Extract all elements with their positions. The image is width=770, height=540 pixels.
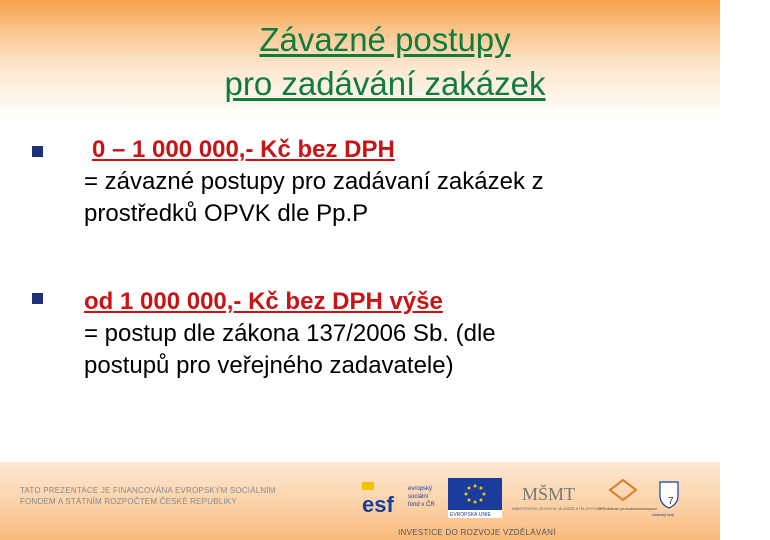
investment-slogan: INVESTICE DO ROZVOJE VZDĚLÁVÁNÍ	[398, 528, 556, 537]
list-item	[84, 286, 704, 382]
footer-line: FONDEM A STÁTNÍM ROZPOČTEM ČESKÉ REPUBLIKY	[20, 497, 237, 506]
item-head: od 1 000 000,- Kč bez DPH výše	[84, 288, 443, 315]
list-item	[92, 134, 712, 166]
page-number: 7	[668, 496, 674, 507]
item-line: postupů pro veřejného zadavatele)	[84, 352, 454, 379]
svg-text:evropský: evropský	[408, 486, 433, 492]
svg-text:fond v ČR: fond v ČR	[408, 502, 435, 508]
footer-line: TATO PREZENTACE JE FINANCOVÁNA EVROPSKÝM SOCIÁLNÍM	[20, 486, 276, 495]
item-line: prostředků OPVK dle Pp.P	[84, 200, 369, 227]
item-head: 0 – 1 000 000,- Kč bez DPH	[92, 136, 395, 163]
title-line-2: pro zadávání zakázek	[224, 65, 546, 102]
list-item-body	[84, 166, 704, 230]
bullet-icon	[32, 146, 43, 157]
svg-text:OP Vzdělávání pro konkurencesc: OP Vzdělávání pro konkurenceschopnost	[598, 507, 657, 511]
item-line: = závazné postupy pro zadávaní zakázek z	[84, 168, 544, 195]
opvk-logo-icon	[598, 478, 657, 518]
title-line-1: Závazné postupy	[259, 21, 511, 58]
eu-flag-icon	[448, 478, 502, 518]
logo-strip	[360, 478, 690, 522]
svg-text:sociální: sociální	[408, 494, 429, 500]
bullet-icon	[32, 293, 43, 304]
footer-funding-text	[20, 485, 310, 507]
slide-title	[0, 18, 770, 106]
svg-text:MINISTERSTVO ŠKOLSTVÍ, MLÁDEŽE: MINISTERSTVO ŠKOLSTVÍ, MLÁDEŽE A TĚLOVÝCHOVY	[512, 507, 605, 511]
svg-text:esf: esf	[362, 492, 394, 517]
svg-text:Ústecký kraj: Ústecký kraj	[652, 512, 674, 517]
item-line: = postup dle zákona 137/2006 Sb. (dle	[84, 320, 496, 347]
esf-logo-icon	[360, 478, 444, 518]
svg-text:MŠMT: MŠMT	[522, 484, 576, 504]
svg-text:EVROPSKÁ UNIE: EVROPSKÁ UNIE	[450, 512, 491, 518]
msmt-logo-icon	[512, 478, 605, 518]
